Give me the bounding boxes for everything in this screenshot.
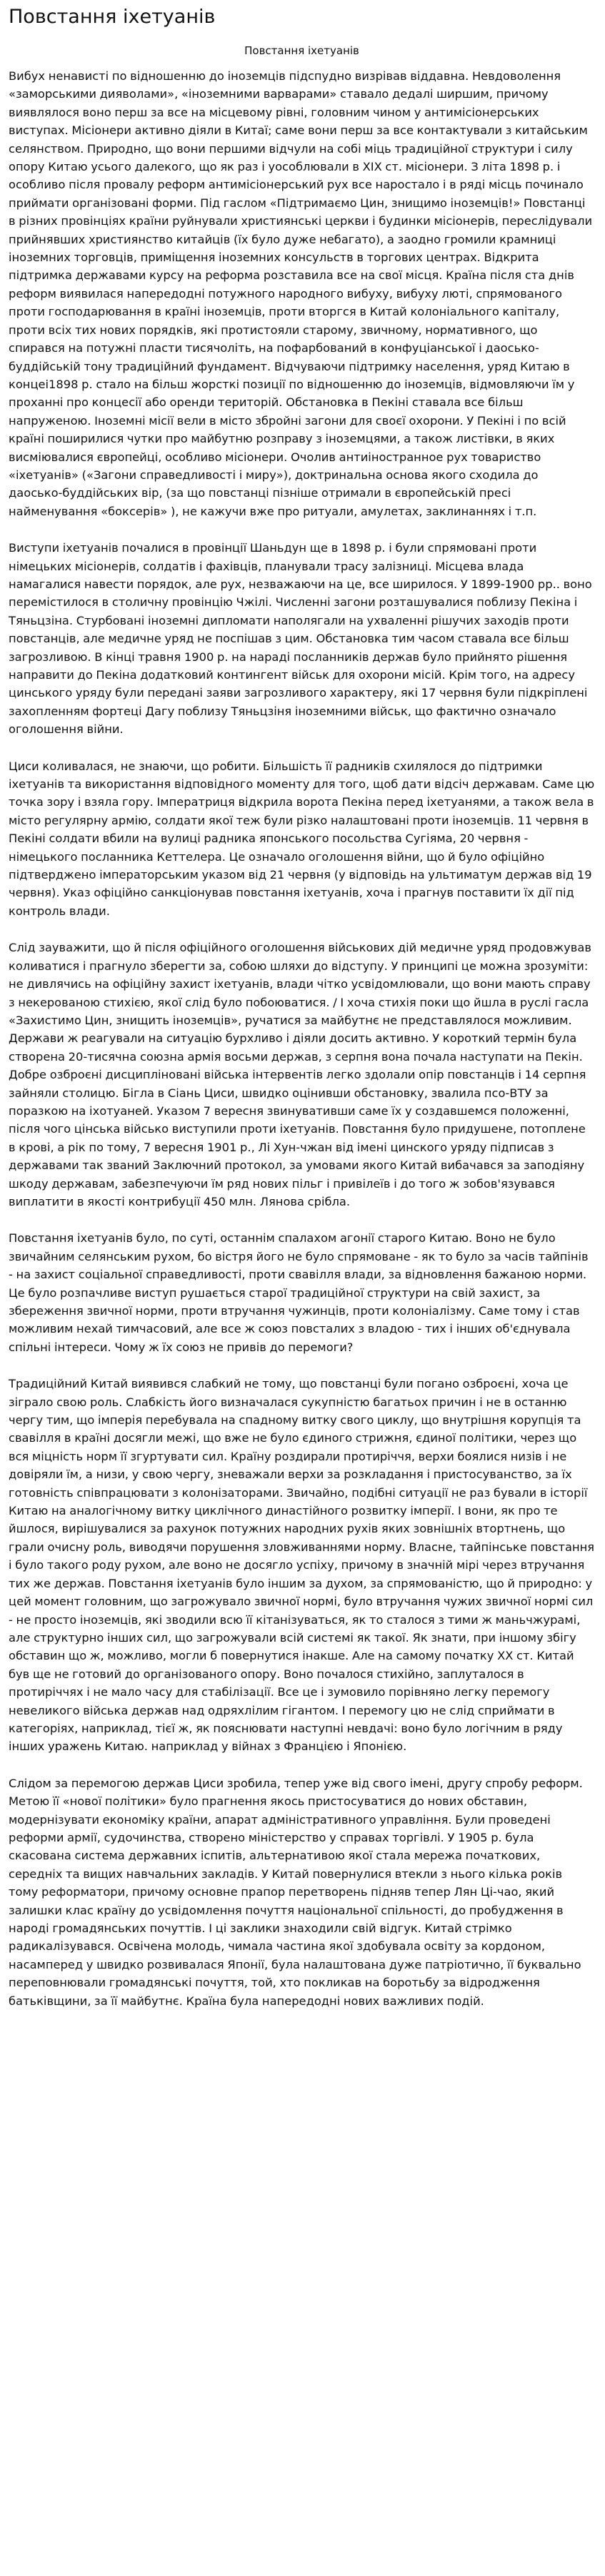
- paragraph: Вибух ненависті по відношенню до іноземців підспудно визрівав віддавна. Невдоволення «заморськими дияволами», «іноземними варварами» ставало дедалі ширшим, причому виявлялося воно перш за все на місцевому рівні, головним чином у антимісіонерських виступах. Місіонери активно діяли в Китаї; саме вони перш за все контактували з китайським селянством. Природно, що вони першими відчули на собі міць традиційної структури і силу опору Китаю усього далекого, що як раз і уособлювали в XIX ст. місіонери. З літа 1898 р. і особливо після провалу реформ антимісіонерський рух все наростало і в ряді місць починало приймати організовані форми. Під гаслом «Підтримаємо Цин, знищимо іноземців!» Повстанці в різних провінціях країни руйнували християнські церкви і будинки місіонерів, переслідували прийнявших християнство китайців (їх було дуже небагато), а заодно громили крамниці іноземних торговців, приміщення іноземних консульств в торгових центрах. Відкрита підтримка державами курсу на реформа розставила все на свої місця. Країна після ста днів реформ виявилася напередодні потужного народного вибуху, вибуху люті, спрямованого проти господарювання в країні іноземців, проти вторгся в Китай колоніального капіталу, проти всіх тих нових порядків, які протистояли старому, звичному, нормативного, що спирався на потужні пласти тисячоліть, на пофарбований в конфуціанської і даосько-буддійській тону традиційний фундамент. Відчуваючи підтримку населення, уряд Китаю в концеi1898 р. стало на більш жорсткі позиції по відношенню до іноземців, відмовляючи їм у проханні про концесії або оренди територій. Обстановка в Пекіні ставала все більш напруженою. Іноземні місії вели в місто збройні загони для своєї охорони. У Пекіні і по всій країні поширилися чутки про майбутню розправу з іноземцями, а також листівки, в яких висміювалися європейці, особливо місіонери. Очолив антиіностранное рух товариство «іхетуанів» («Загони справедливості і миру»), доктринальна основа якого сходила до даосько-буддійських вір, (за що повстанці пізніше отримали в європейській пресі найменування «боксерів» ), не кажучи вже про ритуали, амулетах, заклинаннях і т.п.: [9, 69, 593, 518]
- paragraph: Повстання іхетуанів було, по суті, останнім спалахом агонії старого Китаю. Воно не було звичайним селянським рухом, бо вістря його не було спрямоване - як то було за часів тайпінів - на захист соціальної справедливості, проти свавілля влади, за відновлення бажаною норми. Це було розпачливе виступ рушається старої традиційної структури на свій захист, за збереження звичної норми, проти втручання чужинців, проти колоніалізму. Саме тому і став можливим нехай тимчасовий, але все ж союз повсталих з владою - тих і інших об'єднувала спільні інтереси. Чому ж їх союз не привів до перемоги?: [9, 1231, 589, 1354]
- article-subtitle: Повстання іхетуанів: [244, 44, 359, 57]
- paragraph: Виступи іхетуанів почалися в провінції Шаньдун ще в 1898 р. і були спрямовані проти німецьких місіонерів, солдатів і фахівців, планували трасу залізниці. Місцева влада намагалися навести порядок, але рух, незважаючи на це, все ширилося. У 1899-1900 рр.. воно перемістилося в столичну провінцію Чжілі. Численні загони розташувалися поблизу Пекіна і Тяньцзіна. Стурбовані іноземні дипломати наполягали на ухваленні рішучих заходів проти повстанців, але медичне уряд не поспішав з цим. Обстановка тим часом ставала все більш загрозливою. В кінці травня 1900 р. на нараді посланників держав було прийнято рішення направити до Пекіна додатковий контингент військ для охорони місій. Крім того, на адресу цинського уряду були передані заяви загрозливого характеру, які 17 червня були підкріплені захопленням фортеці Дагу поблизу Тяньцзіня іноземними військ, що фактично означало оголошення війни.: [9, 541, 592, 737]
- paragraph: Слід зауважити, що й після офіційного оголошення військових дій медичне уряд продовжував коливатися і прагнуло зберегти за, собою шляхи до відступу. У принципі це можна зрозуміти: не дивлячись на офіційну захист іхетуанів, влади чітко усвідомлювали, що вони мають справу з некерованою стихією, якої слід було побоюватися. / І хоча стихія поки що йшла в руслі гасла «Захистимо Цин, знищить іноземців», ручатися за майбутнє не представлялося можливим. Держави ж реагували на ситуацію бурхливо і діяли досить активно. У короткий термін була створена 20-тисячна союзна армія восьми держав, з серпня вона почала наступати на Пекін. Добре озброєні дисципліновані війська інтервентів легко здолали опір повстанців і 14 серпня зайняли столицю. Бігла в Сіань Циси, швидко оцінивши обстановку, звалила псо-ВТУ за поразкою на іхотуаней. Указом 7 вересня звинувативши саме їх у создавшемся положенні, після чого цінська військо виступили проти іхетуанів. Повстання було придушене, потоплене в крові, а рік по тому, 7 вересня 1901 р., Лі Хун-чжан від імені цинского уряду підписав з державами так званий Заключний протокол, за умовами якого Китай вибачався за заподіяну шкоду державам, забезпечуючи їм ряд нових пільг і привілеїв і до того ж зобов'язувався виплатити в якості контрибуції 450 млн. Лянова срібла.: [9, 941, 591, 1208]
- paragraph: Слідом за перемогою держав Циси зробила, тепер уже від свого імені, другу спробу реформ. Метою її «нової політики» було прагнення якось пристосуватися до нових обставин, модернізувати економіку країни, апарат адміністративного управління. Були проведені реформи армії, судочинства, створено міністерство у справах торгівлі. У 1905 р. була скасована система державних іспитів, альтернативою якої стала мережа початкових, середніх та вищих навчальних закладів. У Китай повернулися втекли з нього кілька років тому реформатори, причому основне прапор перетворень підняв тепер Лян Ці-чао, який залишки клас країну до усвідомлення почуття національної спільності, до пробудження в народі громадянських почуттів. І ці заклики знаходили свій відгук. Китай стрімко радикалізувався. Освічена молодь, чимала частина якої здобувала освіту за кордоном, насамперед у швидко розвивалася Японії, була налаштована дуже патріотично, її буквально переповнювали громадянські почуття, той, хто покликав на боротьбу за відродження батьківщини, за її майбутнє. Країна була напередодні нових важливих подій.: [9, 1776, 583, 2008]
- paragraph: Циси коливалася, не знаючи, що робити. Більшість її радників схилялося до підтримки іхетуанів та використання відповідного моменту для того, щоб дати відсіч державам. Саме цю точка зору і взяла гору. Імператриця відкрила ворота Пекіна перед іхетуанями, а також вела в місто регулярну армію, солдати якої теж були різко налаштовані проти іноземців. 11 червня в Пекіні солдати вбили на вулиці радника японського посольства Сугіяма, 20 червня - німецького посланника Кеттелера. Це означало оголошення війни, що й було офіційно підтверджено імператорським указом від 21 червня (у відповідь на ультиматум держав від 19 червня). Указ офіційно санкціонував повстання іхетуанів, хоча і прагнув поставити їх дії під контроль влади.: [9, 759, 595, 918]
- paragraph: Традиційний Китай виявився слабкий не тому, що повстанці були погано озброєні, хоча це зіграло свою роль. Слабкість його визначалася сукупністю багатьох причин і не в останню чергу тим, що імперія перебувала на спадному витку свого циклу, що внутрішня корупція та свавілля в країні досягли межі, що вже не було єдиного стрижня, єдиної політики, через що вся міцність норм її згуртувати сил. Країну роздирали протиріччя, верхи боялися низів і не довіряли їм, а низи, у свою чергу, зневажали верхи за розкладання і пристосуванство, за їх готовність співпрацювати з колонізаторами. Звичайно, подібні ситуації не раз бували в історії Китаю на аналогічному витку циклічного династійного розвитку імперії. І вони, як про те йшлося, вирішувалися за рахунок потужних народних рухів яких зовнішніх втортнень, що грали очисну роль, виводячи порушення зловживаннями норму. Власне, тайпінське повстання і було такого роду рухом, але воно не досягло успіху, причому в значній мірі через втручання тих же держав. Повстання іхетуанів було іншим за духом, за спрямованістю, що й природно: у цей момент головним, що загрожувало звичної нормі, було втручання чужих звичної нормі сил - не просто іноземців, які зводили всю її кітанізуваться, як то сталося з тими ж маньчжурамі, але структурно інших сил, що загрожували всій системі як такої. Як знати, при іншому збігу обставин що ж, можливо, могли б повернутися інакше. Але на самому початку XX ст. Китай був ще не готовий до організованого опору. Воно почалося стихійно, заплуталося в протиріччях і не мало часу для стабілізації. Все це і зумовило порівняно легку перемогу невеликого війська держав над одряхлілим гігантом. І перемогу цю не слід сприймати в категоріях, наприклад, тієї ж, як пояснювати наступні невдачі: воно було логічним в ряду інших уражень Китаю. наприклад у війнах з Францією і Японією.: [9, 1377, 595, 1754]
- page-title: Повстання іхетуанів: [9, 6, 216, 28]
- article-body: [9, 67, 595, 2010]
